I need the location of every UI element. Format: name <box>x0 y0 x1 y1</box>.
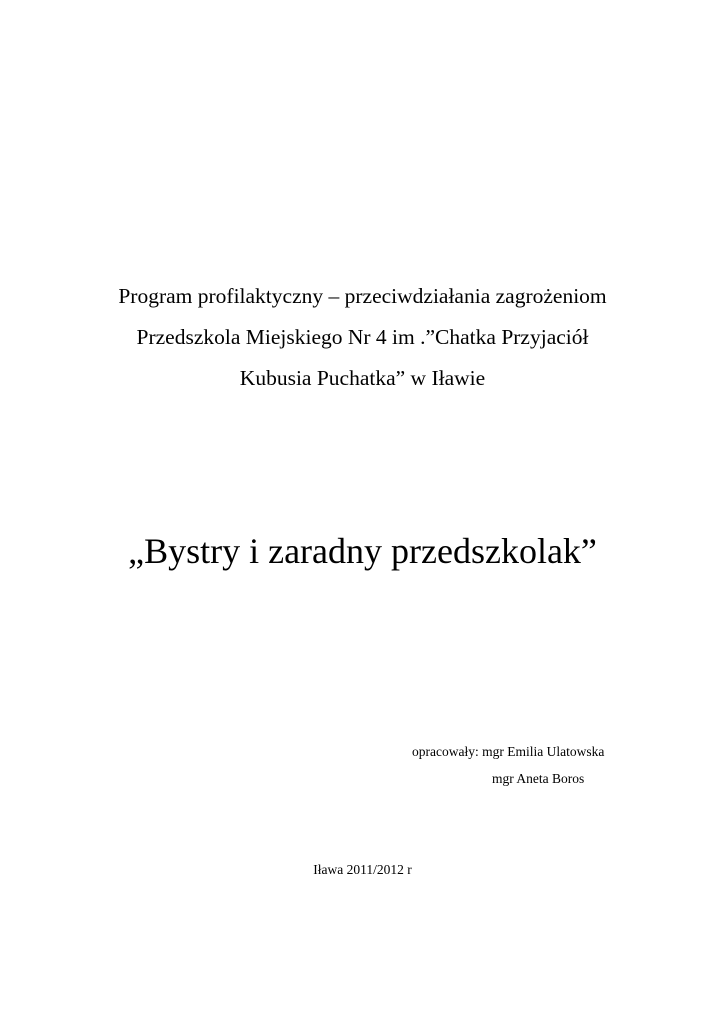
program-heading <box>0 276 725 399</box>
authors-line-1: opracowały: mgr Emilia Ulatowska <box>412 744 605 759</box>
heading-line-1: Program profilaktyczny – przeciwdziałania zagrożeniom <box>118 284 607 308</box>
document-title: „Bystry i zaradny przedszkolak” <box>128 531 597 571</box>
place-and-date: Iława 2011/2012 r <box>313 862 412 877</box>
heading-line-3: Kubusia Puchatka” w Iławie <box>239 366 486 390</box>
heading-line-2: Przedszkola Miejskiego Nr 4 im .”Chatka Przyjaciół <box>136 325 589 349</box>
authors-line-2: mgr Aneta Boros <box>492 771 585 786</box>
